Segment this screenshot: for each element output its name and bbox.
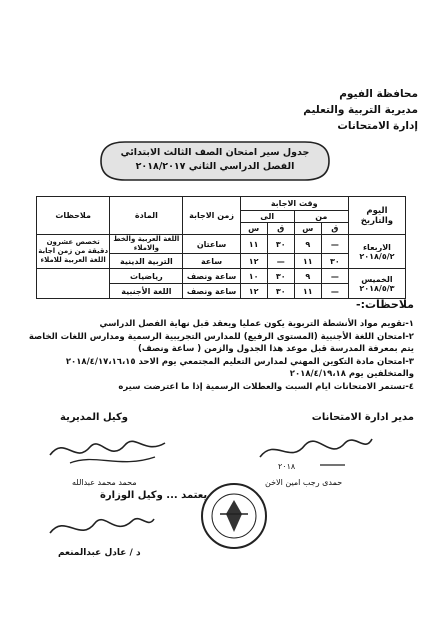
cell-note: تخصص عشرون دقيقة من زمن اجابة اللغة العربية للاملاء bbox=[37, 235, 110, 269]
cell-to-minutes: ٣٠ bbox=[267, 235, 294, 254]
undersecretary-signature bbox=[40, 505, 160, 550]
header-from: من bbox=[294, 211, 348, 223]
header-from-hours: س bbox=[294, 223, 321, 235]
cell-to-minutes: ٣٠ bbox=[267, 269, 294, 284]
table-row bbox=[37, 269, 406, 284]
exams-manager-title: مدير ادارة الامتحانات bbox=[311, 412, 414, 423]
header-answer-time: وقت الاجابة bbox=[240, 197, 348, 211]
title-banner bbox=[95, 138, 335, 184]
header-day-date: اليوم والتاريخ bbox=[348, 197, 405, 235]
cell-from-minutes: — bbox=[321, 269, 348, 284]
deputy-director-title: وكيل المديرية bbox=[60, 412, 128, 423]
row-date: ٢٠١٨/٥/٣ bbox=[359, 283, 395, 293]
row-day: الخميس bbox=[361, 274, 393, 284]
header-subject: المادة bbox=[110, 197, 183, 235]
cell-to-hours: ١٢ bbox=[240, 284, 267, 299]
exams-manager-name: حمدى رجب امين الاخن bbox=[265, 478, 343, 487]
cell-from-minutes: — bbox=[321, 284, 348, 299]
header-to-hours: س bbox=[240, 223, 267, 235]
cell-subject: رياضيات bbox=[110, 269, 183, 284]
cell-to-hours: ١٢ bbox=[240, 254, 267, 269]
governorate-line: محافظة الفيوم bbox=[339, 88, 418, 100]
cell-to-minutes: ٣٠ bbox=[267, 284, 294, 299]
note-item-3: ٣-امتحان مادة التكوين المهني لمدارس التعليم المجتمعي يوم الاحد ٢٠١٨/٤/١٧،١٦،١٥ والمتخلفين يوم ٢٠١٨/٤/١٩،١٨ bbox=[65, 357, 414, 379]
deputy-signature bbox=[40, 425, 180, 475]
header-to: الى bbox=[240, 211, 294, 223]
header-duration: زمن الاجابة bbox=[183, 197, 240, 235]
header-from-minutes: ق bbox=[321, 223, 348, 235]
cell-from-hours: ١١ bbox=[294, 284, 321, 299]
cell-duration: ساعة bbox=[183, 254, 240, 269]
cell-to-hours: ١٠ bbox=[240, 269, 267, 284]
undersecretary-name: د / عادل عبدالمنعم bbox=[58, 548, 141, 558]
approval-title: يعتمد ... وكيل الوزارة bbox=[100, 490, 208, 501]
cell-from-minutes: ٣٠ bbox=[321, 254, 348, 269]
note-item-4: ٤-تستمر الامتحانات ايام السبت والعطلات الرسمية إذا ما اعترضت سيره bbox=[118, 382, 414, 392]
note-item-1: ١-تقويم مواد الأنشطة التربوية يكون عمليا ويعقد قبل نهاية الفصل الدراسي bbox=[99, 319, 414, 329]
official-seal bbox=[198, 480, 270, 552]
note-item-2: ٢-امتحان اللغة الأجنبية (المستوى الرفيع) للمدارس التجريبية الرسمية ومدارس اللغات الخاصة يتم بمعرفة المدرسة قبل موعد هذا الجدول والزمن ( ساعة ونصف) bbox=[28, 332, 414, 354]
cell-duration: ساعتان bbox=[183, 235, 240, 254]
cell-from-minutes: — bbox=[321, 235, 348, 254]
cell-subject: التربية الدينية bbox=[110, 254, 183, 269]
exams-manager-date: ٢٠١٨ bbox=[278, 462, 296, 471]
cell-subject: اللغة الأجنبية bbox=[110, 284, 183, 299]
notes-heading: ملاحظات:- bbox=[356, 298, 414, 311]
header-to-minutes: ق bbox=[267, 223, 294, 235]
cell-from-hours: ١١ bbox=[294, 254, 321, 269]
header-notes: ملاحظات bbox=[37, 197, 110, 235]
banner-title: جدول سير امتحان الصف الثالث الابتدائي bbox=[120, 147, 310, 158]
banner-term: الفصل الدراسي الثاني ٢٠١٨/٢٠١٧ bbox=[135, 161, 295, 172]
exams-manager-signature bbox=[250, 425, 380, 475]
deputy-name: محمد محمد عبدالله bbox=[72, 478, 137, 487]
cell-subject: اللغة العربية والخط والاملاء bbox=[110, 235, 183, 254]
exam-schedule-table bbox=[36, 196, 406, 299]
directorate-line: مديرية التربية والتعليم bbox=[303, 104, 418, 116]
cell-from-hours: ٩ bbox=[294, 235, 321, 254]
cell-to-hours: ١١ bbox=[240, 235, 267, 254]
cell-from-hours: ٩ bbox=[294, 269, 321, 284]
exams-admin-line: إدارة الامتحانات bbox=[337, 120, 418, 132]
row-day-cell bbox=[348, 235, 405, 269]
table-row bbox=[37, 235, 406, 254]
row-day: الاربعاء bbox=[362, 242, 391, 252]
cell-duration: ساعة ونصف bbox=[183, 284, 240, 299]
row-date: ٢٠١٨/٥/٢ bbox=[359, 251, 395, 261]
cell-duration: ساعة ونصف bbox=[183, 269, 240, 284]
row-day-cell bbox=[348, 269, 405, 299]
cell-to-minutes: — bbox=[267, 254, 294, 269]
cell-note bbox=[37, 269, 110, 299]
